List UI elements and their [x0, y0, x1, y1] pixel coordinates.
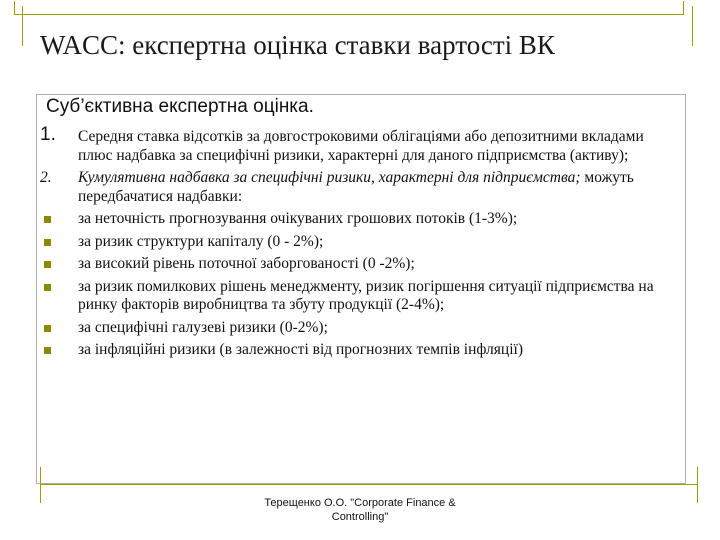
- item-number: 2.: [40, 169, 52, 186]
- square-bullet-icon: [44, 239, 51, 246]
- item-text-italic: Кумулятивна надбавка за специфічні ризики, характерні для підприємства;: [78, 169, 581, 186]
- square-bullet-icon: [44, 347, 51, 354]
- slide-title: WACC: експертна оцінка ставки вартості ВК: [40, 30, 555, 60]
- numbered-item-2: [40, 169, 682, 206]
- square-bullet-icon: [44, 261, 51, 268]
- bullet-item: [40, 255, 682, 274]
- bullet-text: за специфічні галузеві ризики (0-2%);: [78, 318, 328, 336]
- content-list: [40, 124, 682, 364]
- bullet-item: [40, 341, 682, 360]
- item-text-rest: можуть передбачатися надбавки:: [78, 169, 634, 205]
- bullet-text: за інфляційні ризики (в залежності від прогнозних темпів інфляції): [78, 341, 523, 358]
- item-number: 1.: [40, 124, 56, 145]
- square-bullet-icon: [44, 216, 51, 223]
- square-bullet-icon: [44, 284, 51, 291]
- slide-subtitle: Суб’єктивна експертна оцінка.: [46, 96, 314, 117]
- item-text: [78, 169, 682, 206]
- bullet-item: [40, 319, 682, 338]
- frame-bottom-line: [40, 484, 698, 485]
- bullet-text: за неточність прогнозування очікуваних грошових потоків (1-3%);: [78, 210, 518, 227]
- bullet-text: за ризик помилкових рішень менеджменту, ризик погіршення ситуації підприємства на ринку факторів виробництва та збуту продукції (2-4%);: [78, 277, 654, 313]
- bullet-item: [40, 210, 682, 229]
- bullet-text: за ризик структури капіталу (0 - 2%);: [78, 232, 324, 250]
- square-bullet-icon: [44, 325, 51, 332]
- bullet-text: за високий рівень поточної заборгованості (0 -2%);: [78, 255, 415, 272]
- frame-left-line: [22, 6, 23, 46]
- slide-footer: Терещенко О.О. "Corporate Finance & Controlling": [264, 497, 456, 523]
- bullet-item: [40, 233, 682, 252]
- bullet-item: [40, 278, 682, 315]
- numbered-item-1: [40, 124, 682, 165]
- frame-top-line: [14, 14, 684, 15]
- frame-right-line: [692, 6, 693, 46]
- item-text: Середня ставка відсотків за довгостроковими облігаціями або депозитними вкладами плюс надбавка за специфічні ризики, характерні для даного підприємства (активу);: [78, 128, 644, 164]
